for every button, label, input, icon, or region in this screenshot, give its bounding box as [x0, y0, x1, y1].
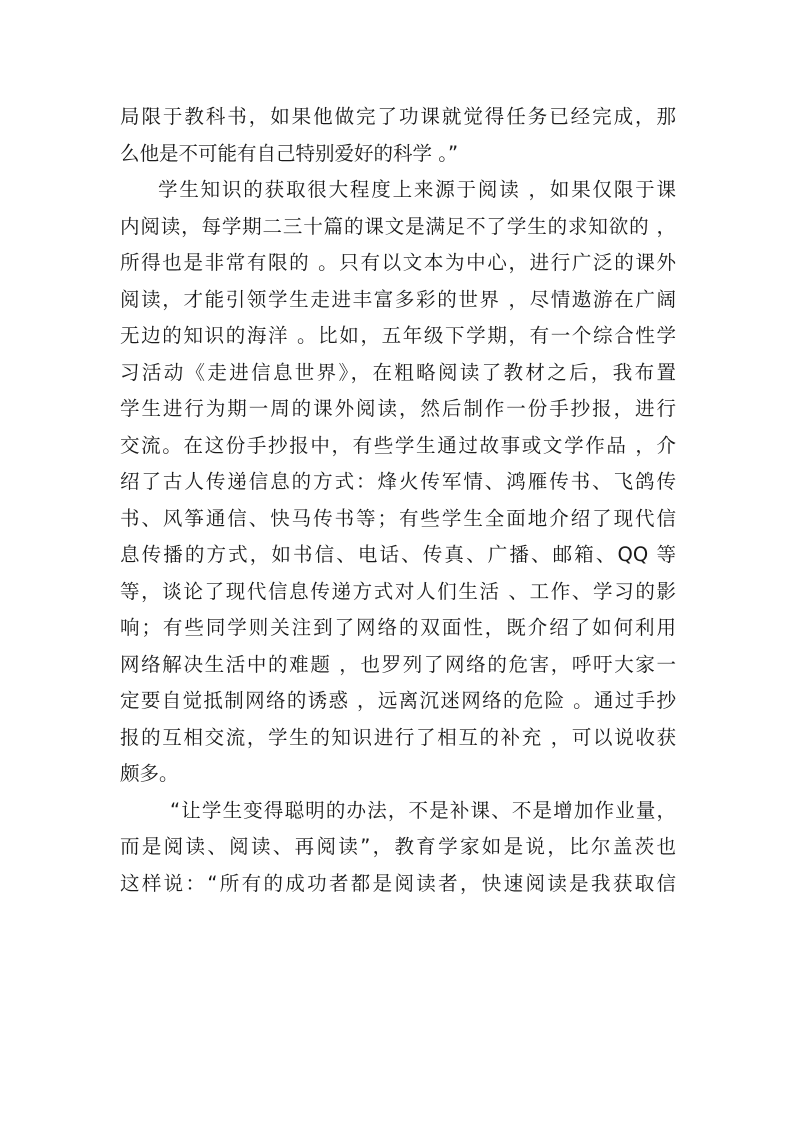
- text-line: 绍了古人传递信息的方式：烽火传军情、鸿雁传书、飞鸽传: [120, 470, 676, 493]
- text-line: 局限于教科书，如果他做完了功课就觉得任务已经完成，那: [120, 105, 676, 128]
- text-line: 书、风筝通信、快马传书等；有些学生全面地介绍了现代信: [120, 506, 676, 530]
- text-line: 响；有些同学则关注到了网络的双面性，既介绍了如何利用: [120, 616, 676, 639]
- text-line: 等，谈论了现代信息传递方式对人们生活 、工作、学习的影: [120, 579, 676, 603]
- text-line: 这样说：“所有的成功者都是阅读者，快速阅读是我获取信: [120, 871, 676, 895]
- text-line: 无边的知识的海洋 。比如，五年级下学期，有一个综合性学: [120, 324, 676, 347]
- text-line: 交流。在这份手抄报中，有些学生通过故事或文学作品 ，介: [120, 433, 676, 457]
- paragraph-2: [120, 172, 676, 793]
- text-line: 息传播的方式，如书信、电话、传真、广播、邮箱、QQ 等: [120, 543, 676, 566]
- text-line: “让学生变得聪明的办法，不是补课、不是增加作业量，: [170, 798, 676, 822]
- text-line: 报的互相交流，学生的知识进行了相互的补充 ，可以说收获: [120, 725, 676, 749]
- text-line: 么他是不可能有自己特别爱好的科学 。”: [120, 141, 459, 165]
- paragraph-1: [120, 99, 676, 172]
- body-text: [120, 99, 676, 902]
- text-line: 学生知识的获取很大程度上来源于阅读 ，如果仅限于课: [158, 178, 676, 201]
- text-line: 习活动《走进信息世界》，在粗略阅读了教材之后，我布置: [120, 360, 676, 384]
- text-line: 学生进行为期一周的课外阅读，然后制作一份手抄报，进行: [120, 397, 676, 420]
- text-line: 内阅读，每学期二三十篇的课文是满足不了学生的求知欲的 ，: [120, 214, 676, 238]
- text-line: 所得也是非常有限的 。只有以文本为中心，进行广泛的课外: [120, 251, 676, 274]
- text-line: 颇多。: [120, 762, 179, 785]
- text-line: 定要自觉抵制网络的诱惑 ，远离沉迷网络的危险 。通过手抄: [120, 689, 676, 712]
- text-line: 阅读，才能引领学生走进丰富多彩的世界 ，尽情遨游在广阔: [120, 287, 676, 311]
- text-line: 网络解决生活中的难题 ，也罗列了网络的危害，呼吁大家一: [120, 652, 676, 676]
- paragraph-3: [120, 793, 676, 903]
- text-line: 而是阅读、阅读、再阅读”，教育学家如是说，比尔盖茨也: [120, 835, 676, 858]
